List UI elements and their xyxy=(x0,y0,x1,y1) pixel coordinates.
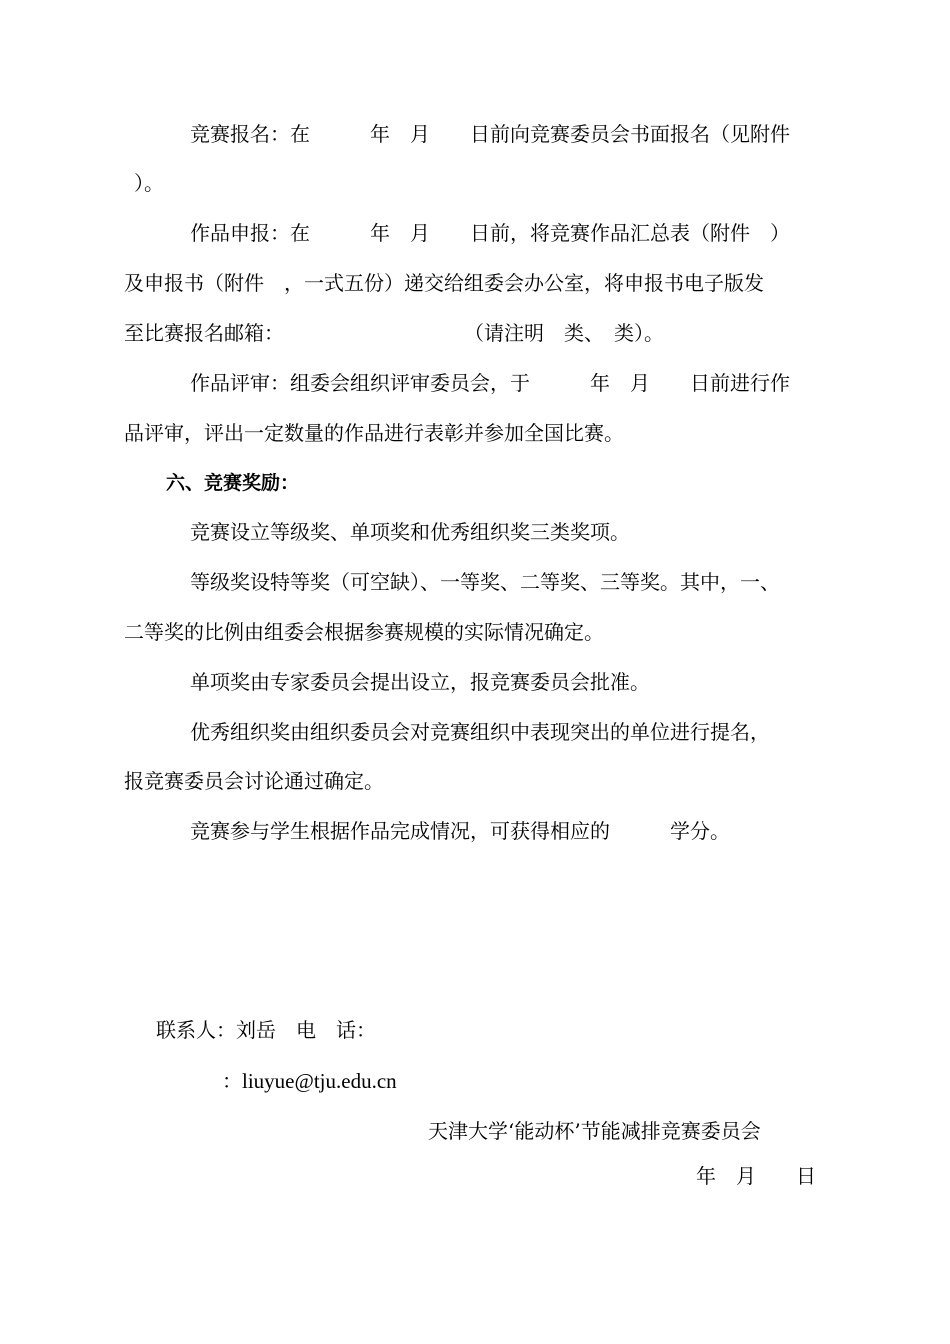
section-heading: 六、竞赛奖励： xyxy=(166,472,300,494)
awards-paragraph-5: 竞赛参与学生根据作品完成情况，可获得相应的 学分。 xyxy=(190,819,730,843)
review-line-2: 品评审，评出一定数量的作品进行表彰并参加全国比赛。 xyxy=(124,421,624,445)
signature-date: 年 月 日 xyxy=(696,1164,816,1188)
contact-email: liuyue@tju.edu.cn xyxy=(242,1069,397,1093)
review-line-1: 作品评审：组委会组织评审委员会，于 年 月 日前进行作 xyxy=(190,371,790,395)
awards-paragraph-2-line-2: 二等奖的比例由组委会根据参赛规模的实际情况确定。 xyxy=(124,620,604,644)
contact-email-prefix: ： xyxy=(222,1069,242,1093)
awards-paragraph-4-line-1: 优秀组织奖由组织委员会对竞赛组织中表现突出的单位进行提名， xyxy=(190,720,770,744)
submission-line-1: 作品申报：在 年 月 日前，将竞赛作品汇总表（附件 ） xyxy=(190,221,790,245)
awards-paragraph-1: 竞赛设立等级奖、单项奖和优秀组织奖三类奖项。 xyxy=(190,520,630,544)
signature-organization: 天津大学‘能动杯’节能减排竞赛委员会 xyxy=(428,1119,761,1143)
registration-line-2: ）。 xyxy=(134,171,164,195)
awards-paragraph-4-line-2: 报竞赛委员会讨论通过确定。 xyxy=(124,769,384,793)
contact-person: 联系人：刘岳 电 话： xyxy=(156,1018,376,1042)
contact-email-row xyxy=(222,1068,397,1094)
awards-paragraph-3: 单项奖由专家委员会提出设立，报竞赛委员会批准。 xyxy=(190,670,650,694)
registration-line-1: 竞赛报名：在 年 月 日前向竞赛委员会书面报名（见附件 xyxy=(190,122,790,146)
submission-line-3: 至比赛报名邮箱： （请注明 类、 类）。 xyxy=(124,321,664,345)
awards-paragraph-2-line-1: 等级奖设特等奖（可空缺）、一等奖、二等奖、三等奖。其中，一、 xyxy=(190,570,780,594)
submission-line-2: 及申报书（附件 ，一式五份）递交给组委会办公室，将申报书电子版发 xyxy=(124,271,764,295)
